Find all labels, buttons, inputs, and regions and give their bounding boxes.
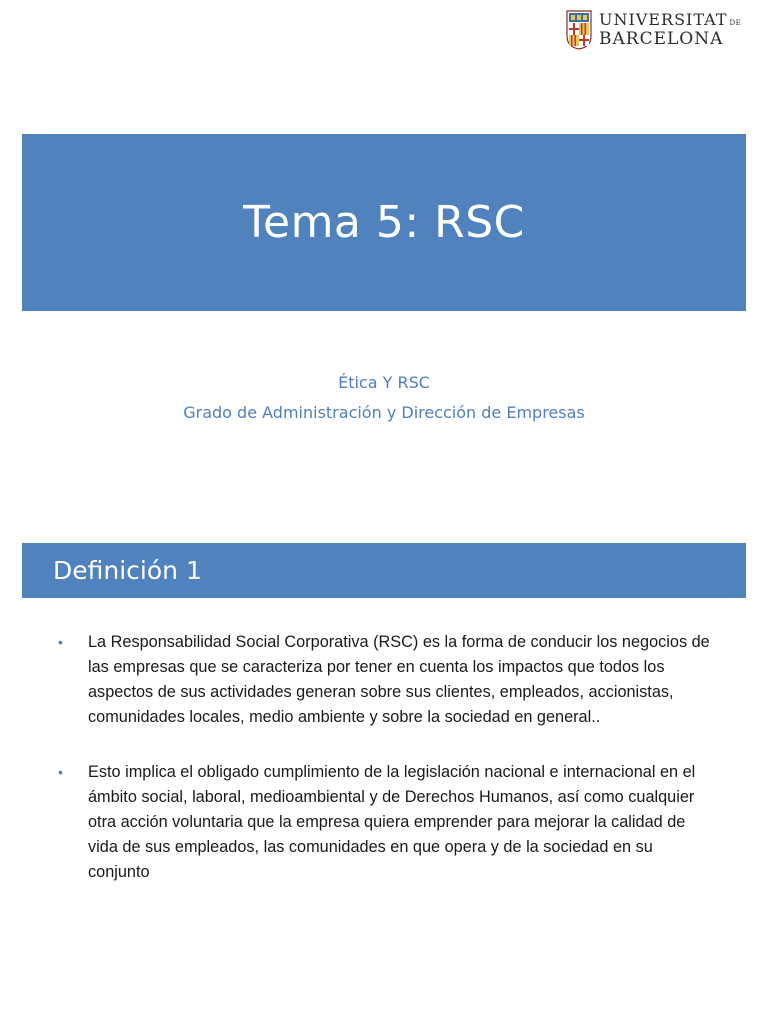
list-item-text: La Responsabilidad Social Corporativa (RSC) es la forma de conducir los negocios de las empresas que se caracteriza por tener en cuenta los impactos que todos los aspectos de sus actividades generan sobre sus clientes, empleados, accionistas, comunidades locales, medio ambiente y sobre la sociedad en general.. — [88, 633, 710, 726]
logo-text-universitat: UNIVERSITAT — [599, 10, 728, 29]
section-banner — [22, 543, 746, 598]
title-banner — [22, 134, 746, 311]
definition-list — [58, 630, 718, 915]
list-item — [58, 760, 718, 885]
slide-title: Tema 5: RSC — [243, 197, 525, 248]
bullet-icon: • — [58, 764, 63, 780]
university-shield-icon — [566, 10, 592, 50]
list-item — [58, 630, 718, 730]
bullet-icon: • — [58, 634, 63, 650]
university-logo — [566, 10, 741, 50]
subtitle-degree: Grado de Administración y Dirección de Empresas — [183, 403, 585, 422]
logo-text-de: DE — [729, 19, 742, 27]
section-heading: Definición 1 — [53, 556, 202, 585]
slide-subtitle — [0, 368, 768, 428]
subtitle-course: Ética Y RSC — [338, 373, 430, 392]
logo-text-barcelona: BARCELONA — [599, 29, 724, 49]
list-item-text: Esto implica el obligado cumplimiento de la legislación nacional e internacional en el ámbito social, laboral, medioambiental y de Derechos Humanos, así como cualquier otra acción voluntaria que la empresa quiera emprender para mejorar la calidad de vida de sus empleados, las comunidades en que opera y de la sociedad en su conjunto — [88, 763, 696, 881]
logo-wordmark-top — [599, 12, 741, 28]
